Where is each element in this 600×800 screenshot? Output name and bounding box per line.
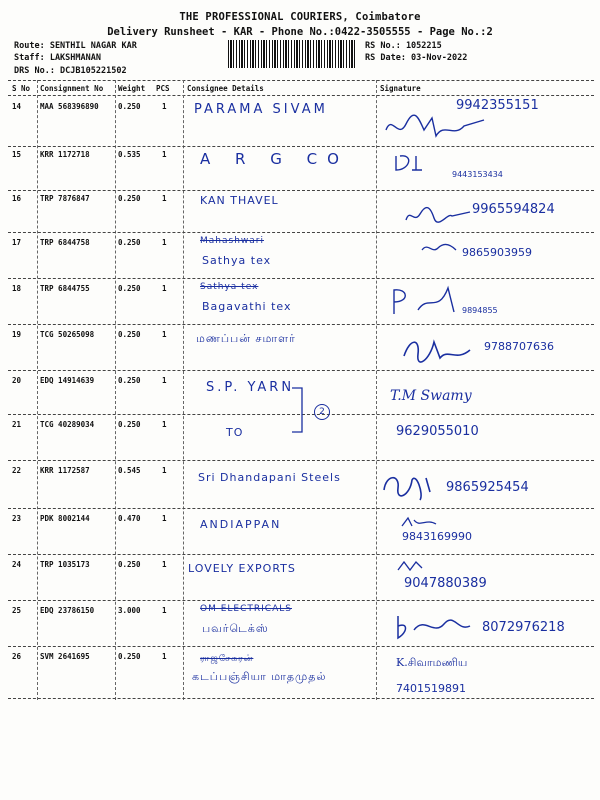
sno: 25 [12,606,22,615]
weight: 0.250 [118,194,141,203]
consignee-struck: Sathya tex [200,282,259,292]
row-rule [8,508,594,509]
col-weight-header: Weight [118,84,146,93]
table-row [0,650,600,698]
col-consignment-header: Consignment No [40,84,104,93]
sno: 22 [12,466,22,475]
consignee-name: LOVELY EXPORTS [188,562,296,575]
consignment-no: KRR 1172587 [40,466,90,475]
consignee-name: S.P. YARN [206,380,295,395]
table-row [0,282,600,324]
receiver-phone: 7401519891 [396,682,466,695]
receiver-phone: 9443153434 [452,170,503,179]
receiver-phone: 8072976218 [482,620,565,635]
pcs: 1 [162,606,167,615]
signature-scribble [420,240,460,256]
table-row [0,148,600,190]
pcs: 1 [162,102,167,111]
consignment-no: TRP 6844755 [40,284,90,293]
table-row [0,604,600,644]
row-rule [8,460,594,461]
consignment-no: KRR 1172718 [40,150,90,159]
consignment-no: TCG 50265098 [40,330,95,339]
consignment-no: TRP 1035173 [40,560,90,569]
consignee-struck: OM ELECTRICALS [200,604,292,614]
pcs: 1 [162,150,167,159]
table-row [0,512,600,552]
consignee-name: TO [226,426,244,439]
signature-scribble [388,284,468,318]
consignment-no: MAA 568396890 [40,102,99,111]
row-rule [8,146,594,147]
consignment-no: EDQ 23786150 [40,606,95,615]
pcs: 1 [162,330,167,339]
weight: 0.545 [118,466,141,475]
consignment-no: EDQ 14914639 [40,376,95,385]
sno: 19 [12,330,22,339]
row-rule [8,600,594,601]
receiver-phone: 9942355151 [456,98,539,113]
table-bottom-rule [8,698,594,699]
row-rule [8,190,594,191]
receiver-phone: 9788707636 [484,340,554,353]
receiver-phone: 9629055010 [396,424,479,439]
weight: 0.535 [118,150,141,159]
table-header-rule [8,95,594,96]
pcs: 1 [162,238,167,247]
receiver-phone: 9865903959 [462,246,532,259]
consignee-name: ANDIAPPAN [200,518,282,531]
consignee-name: Bagavathi tex [202,300,292,313]
sno: 23 [12,514,22,523]
weight: 0.250 [118,420,141,429]
row-rule [8,646,594,647]
table-row [0,100,600,145]
sno: 16 [12,194,22,203]
consignee-name: மணப்பன் சமாளர் [196,332,296,345]
signature-scribble [400,334,480,364]
signature-scribble [392,150,432,174]
receiver-phone: 9894855 [462,306,498,315]
row-rule [8,324,594,325]
consignment-no: TCG 40289034 [40,420,95,429]
rs-number: RS No.: 1052215 [365,41,442,51]
pcs: 1 [162,194,167,203]
row-rule [8,232,594,233]
barcode [228,40,356,68]
rs-date: RS Date: 03-Nov-2022 [365,53,468,63]
company-title: THE PROFESSIONAL COURIERS, Coimbatore [179,11,421,23]
consignment-no: TRP 6844758 [40,238,90,247]
route-label: Route: SENTHIL NAGAR KAR [14,41,137,51]
table-row [0,328,600,370]
consignment-no: PDK 8002144 [40,514,90,523]
pcs: 1 [162,466,167,475]
consignee-name: Sri Dhandapani Steels [198,471,341,484]
receiver-phone: 9865925454 [446,480,529,495]
col-pcs-header: PCS [156,84,170,93]
consignment-no: SVM 2641695 [40,652,90,661]
sno: 14 [12,102,22,111]
consignee-name: Sathya tex [202,254,272,267]
signature-scribble [384,112,494,142]
consignee-name: கடப்பஞ்சியா மாதமுதல் [192,670,327,683]
consignee-name: A R G CO [200,150,349,168]
weight: 0.250 [118,238,141,247]
table-row [0,464,600,508]
weight: 0.250 [118,102,141,111]
weight: 0.250 [118,330,141,339]
row-rule [8,278,594,279]
sno: 18 [12,284,22,293]
weight: 0.250 [118,560,141,569]
sno: 17 [12,238,22,247]
pcs: 1 [162,652,167,661]
sno: 20 [12,376,22,385]
table-top-rule [8,80,594,81]
sno: 21 [12,420,22,429]
sno: 24 [12,560,22,569]
consignment-no: TRP 7876847 [40,194,90,203]
pcs: 1 [162,376,167,385]
signature-text: K.சிவாமணிய [396,656,468,669]
signature-scribble [404,204,474,226]
table-row [0,236,600,278]
weight: 3.000 [118,606,141,615]
consignee-name: PARAMA SIVAM [194,102,328,117]
receiver-phone: 9965594824 [472,202,555,217]
col-sno-header: S No [12,84,31,93]
pcs: 1 [162,560,167,569]
col-signature-header: Signature [380,84,421,93]
weight: 0.250 [118,652,141,661]
weight: 0.470 [118,514,141,523]
weight: 0.250 [118,376,141,385]
signature-scribble [394,612,474,642]
table-row [0,192,600,232]
consignee-struck: ராஜசேகரன் [200,654,254,664]
pcs: 1 [162,284,167,293]
sno: 15 [12,150,22,159]
consignee-name: KAN THAVEL [200,194,279,207]
sno: 26 [12,652,22,661]
row-rule [8,370,594,371]
signature-text: T.M Swamy [390,388,472,404]
pcs: 1 [162,514,167,523]
drs-number: DRS No.: DCJB105221502 [14,66,127,76]
weight: 0.250 [118,284,141,293]
signature-scribble [396,560,426,574]
receiver-phone: 9047880389 [404,576,487,591]
staff-label: Staff: LAKSHMANAN [14,53,101,63]
row-rule [8,554,594,555]
consignee-struck: Mahashwari [200,236,264,246]
signature-scribble [380,470,440,502]
col-consignee-header: Consignee Details [187,84,264,93]
runsheet-subtitle: Delivery Runsheet - KAR - Phone No.:0422-3505555 - Page No.:2 [107,26,493,38]
table-row [0,418,600,460]
table-row [0,558,600,600]
signature-scribble [400,516,440,530]
consignee-name: பவர்டெக்ஸ் [202,622,269,635]
circled-number: 2 [314,404,330,420]
receiver-phone: 9843169990 [402,530,472,543]
pcs: 1 [162,420,167,429]
